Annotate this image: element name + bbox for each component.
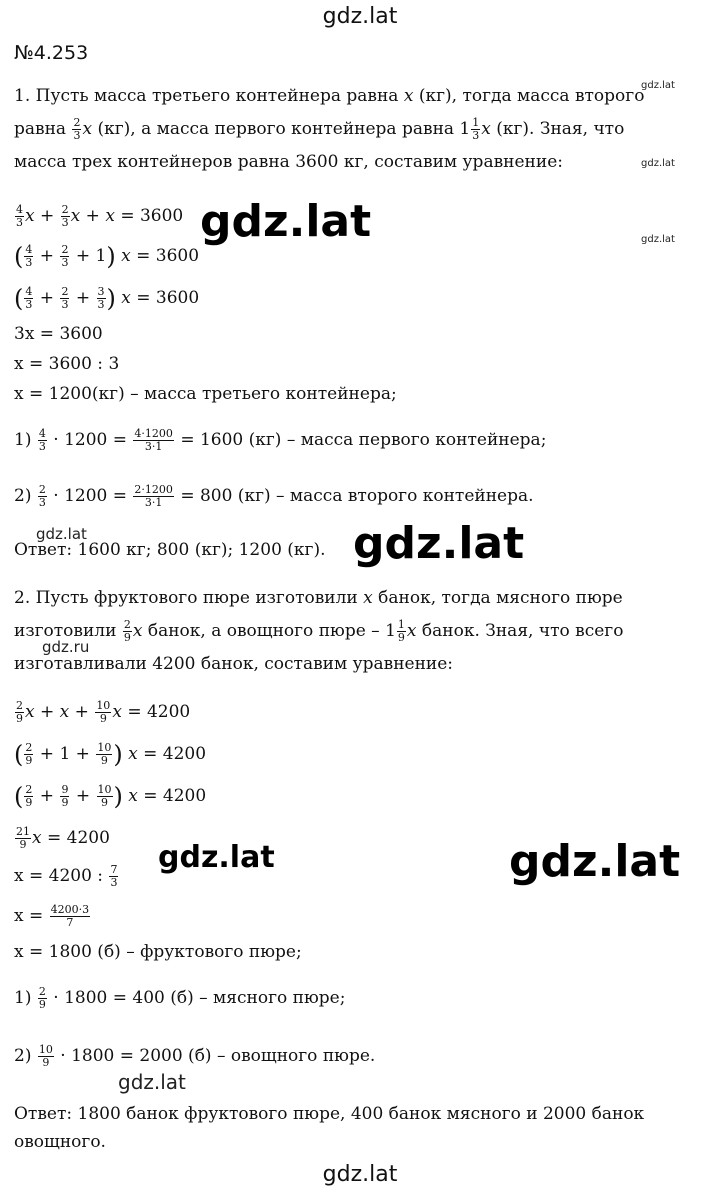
site-footer: gdz.lat <box>322 1162 398 1187</box>
watermark-medium: gdz.lat <box>158 840 275 875</box>
equation: x = $\frac{4200\cdot 3}{7}$ <box>14 903 90 929</box>
watermark-large: gdz.lat <box>200 196 372 247</box>
equation: ( $\frac{4}{3}$ + $\frac{2}{3}$ + 1) x = 3600 <box>14 242 200 271</box>
watermark-small: gdz.lat <box>641 80 675 91</box>
equation: x = 4200 : $\frac{7}{3}$ <box>14 863 118 889</box>
answer: Ответ: 1600 кг; 800 (кг); 1200 (кг). <box>14 540 326 560</box>
equation: $\frac{21}{9}$ x = 4200 <box>16 825 110 851</box>
equation: ( $\frac{2}{9}$ + 1 + $\frac{10}{9}$ ) x = 4200 <box>14 740 207 769</box>
answer: Ответ: 1800 банок фруктового пюре, 400 банок мясного и 2000 банок овощного. <box>14 1104 645 1152</box>
step-line: 1) $\frac{2}{9}$ · 1800 = 400 (б) – мясного пюре; <box>14 985 346 1011</box>
part1-paragraph: 1. Пусть масса третьего контейнера равна x (кг), тогда масса второго равна $\frac{2}{3}$ x (кг), а масса первого контейнера равна 1 $\frac{1}{3}$ x (кг). Зная, что масса трех контейнеров равна 3600 кг, составим уравнение: <box>14 86 645 172</box>
step-line: 2) $\frac{2}{3}$ · 1200 = $\frac{2\cdot 1200}{3\cdot 1}$ = 800 (кг) – масса второго контейнера. <box>14 483 534 509</box>
equation: ( $\frac{4}{3}$ + $\frac{2}{3}$ + $\frac{3}{3}$ ) x = 3600 <box>14 284 200 313</box>
equation: 3x = 3600 <box>14 324 103 344</box>
part2-paragraph: 2. Пусть фруктового пюре изготовили x банок, тогда мясного пюре изготовили $\frac{2}{9}$ x банок, а овощного пюре – 1 $\frac{1}{9}$ x банок. Зная, что всего изготавливали 4200 банок, составим уравнение: <box>14 588 624 674</box>
problem-number: №4.253 <box>14 42 89 64</box>
watermark-large: gdz.lat <box>509 836 681 887</box>
watermark-small: gdz.lat <box>36 525 87 543</box>
watermark-large: gdz.lat <box>353 518 525 569</box>
step-line: 1) $\frac{4}{3}$ · 1200 = $\frac{4\cdot 1200}{3\cdot 1}$ = 1600 (кг) – масса первого контейнера; <box>14 427 547 453</box>
equation: $\frac{4}{3}$ x + $\frac{2}{3}$ x + x = 3600 <box>16 203 184 229</box>
equation: ( $\frac{2}{9}$ + $\frac{9}{9}$ + $\frac{10}{9}$ ) x = 4200 <box>14 782 207 811</box>
equation: x = 1200(кг) – масса третьего контейнера; <box>14 384 397 404</box>
watermark-small: gdz.lat <box>641 158 675 169</box>
equation: x = 3600 : 3 <box>14 354 120 374</box>
watermark-small: gdz.lat <box>641 234 675 245</box>
equation: $\frac{2}{9}$ x + x + $\frac{10}{9}$ x = 4200 <box>16 699 191 725</box>
equation: x = 1800 (б) – фруктового пюре; <box>14 942 302 962</box>
watermark-ru: gdz.ru <box>42 638 90 656</box>
site-title: gdz.lat <box>322 4 398 29</box>
step-line: 2) $\frac{10}{9}$ · 1800 = 2000 (б) – овощного пюре. <box>14 1043 376 1069</box>
watermark-small: gdz.lat <box>118 1070 186 1094</box>
